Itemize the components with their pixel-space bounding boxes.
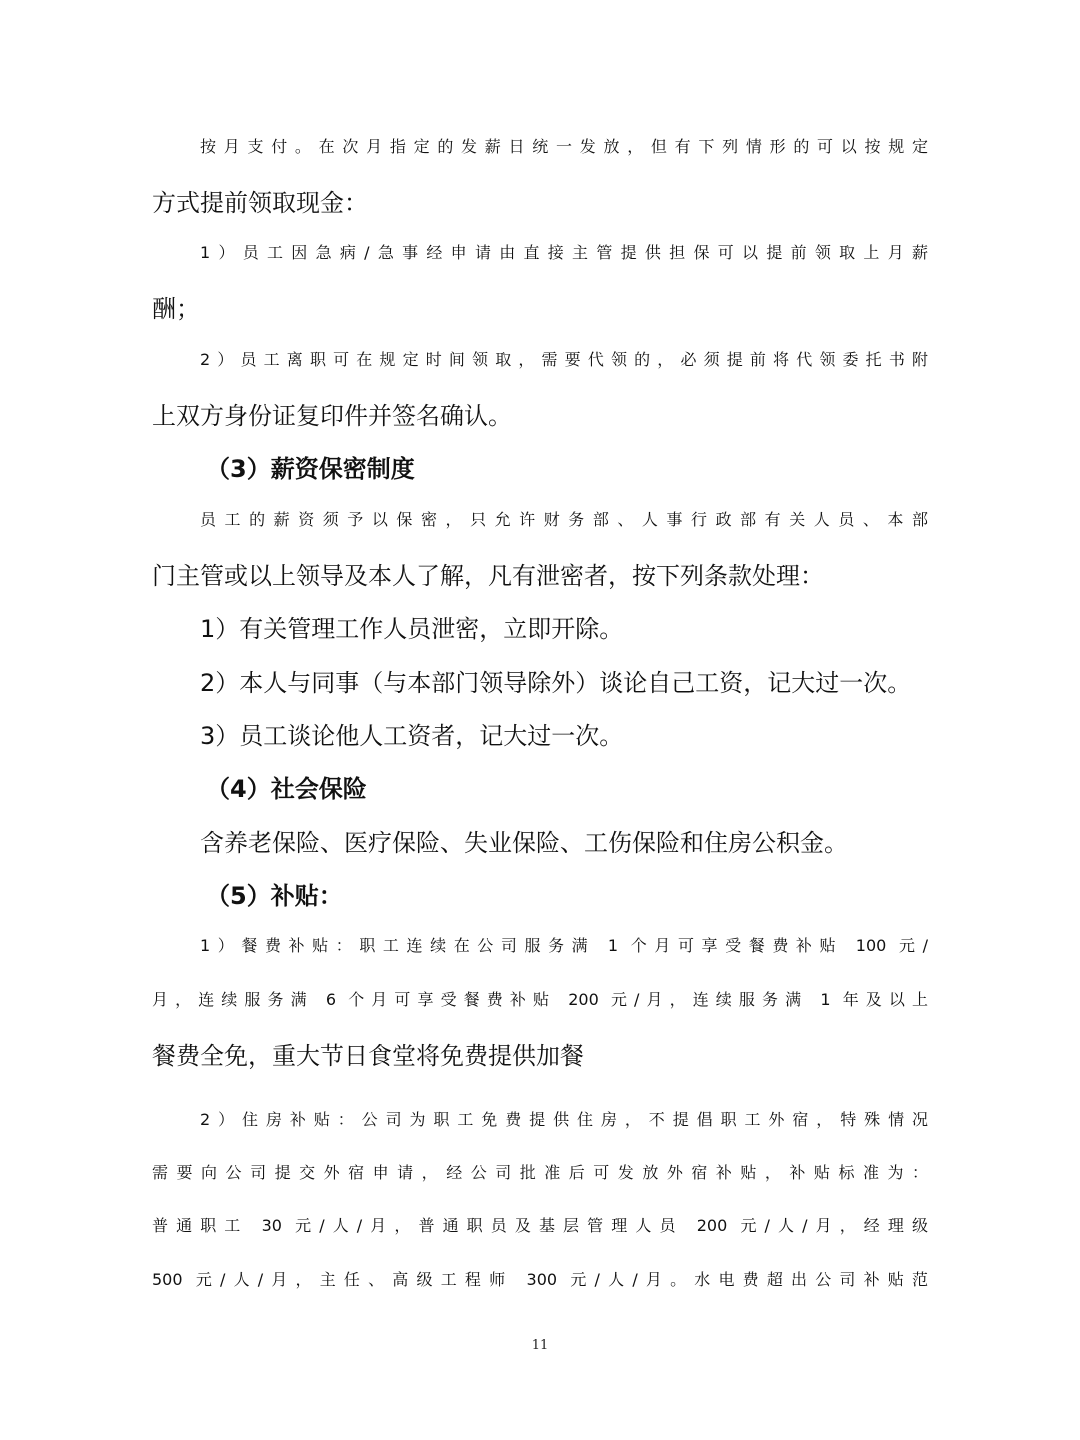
- list-item-continuation: 餐费全免，重大节日食堂将免费提供加餐: [152, 1042, 584, 1070]
- paragraph-line: 含养老保险、医疗保险、失业保险、工伤保险和住房公积金。: [200, 829, 848, 857]
- list-item-continuation: 需要向公司提交外宿申请，经公司批准后可发放外宿补贴，补贴标准为：: [152, 1163, 928, 1182]
- list-item: 1）餐费补贴：职工连续在公司服务满 1 个月可享受餐费补贴 100 元/: [200, 936, 928, 955]
- paragraph-line: 方式提前领取现金：: [152, 189, 368, 217]
- list-item-continuation: 酬；: [152, 295, 200, 323]
- list-item-continuation: 月，连续服务满 6 个月可享受餐费补贴 200 元/月，连续服务满 1 年及以上: [152, 990, 928, 1009]
- paragraph-line: 门主管或以上领导及本人了解，凡有泄密者，按下列条款处理：: [152, 562, 824, 590]
- paragraph-line: 按月支付。在次月指定的发薪日统一发放，但有下列情形的可以按规定: [200, 137, 928, 156]
- section-heading: （3）薪资保密制度: [206, 455, 415, 483]
- page-number: 11: [531, 1338, 549, 1353]
- list-item: 2）员工离职可在规定时间领取，需要代领的，必须提前将代领委托书附: [200, 350, 928, 369]
- list-item: 1）有关管理工作人员泄密，立即开除。: [200, 615, 624, 643]
- list-item: 2）住房补贴：公司为职工免费提供住房，不提倡职工外宿，特殊情况: [200, 1110, 928, 1129]
- list-item: 2）本人与同事（与本部门领导除外）谈论自己工资，记大过一次。: [200, 669, 912, 697]
- section-heading: （5）补贴：: [206, 882, 343, 910]
- list-item-continuation: 上双方身份证复印件并签名确认。: [152, 402, 512, 430]
- list-item-continuation: 500 元/人/月，主任、高级工程师 300 元/人/月。水电费超出公司补贴范: [152, 1270, 928, 1289]
- list-item-continuation: 普通职工 30 元/人/月，普通职员及基层管理人员 200 元/人/月，经理级: [152, 1216, 928, 1235]
- section-heading: （4）社会保险: [206, 775, 367, 803]
- list-item: 1）员工因急病/急事经申请由直接主管提供担保可以提前领取上月薪: [200, 243, 928, 262]
- list-item: 3）员工谈论他人工资者，记大过一次。: [200, 722, 624, 750]
- paragraph-line: 员工的薪资须予以保密，只允许财务部、人事行政部有关人员、本部: [200, 510, 928, 529]
